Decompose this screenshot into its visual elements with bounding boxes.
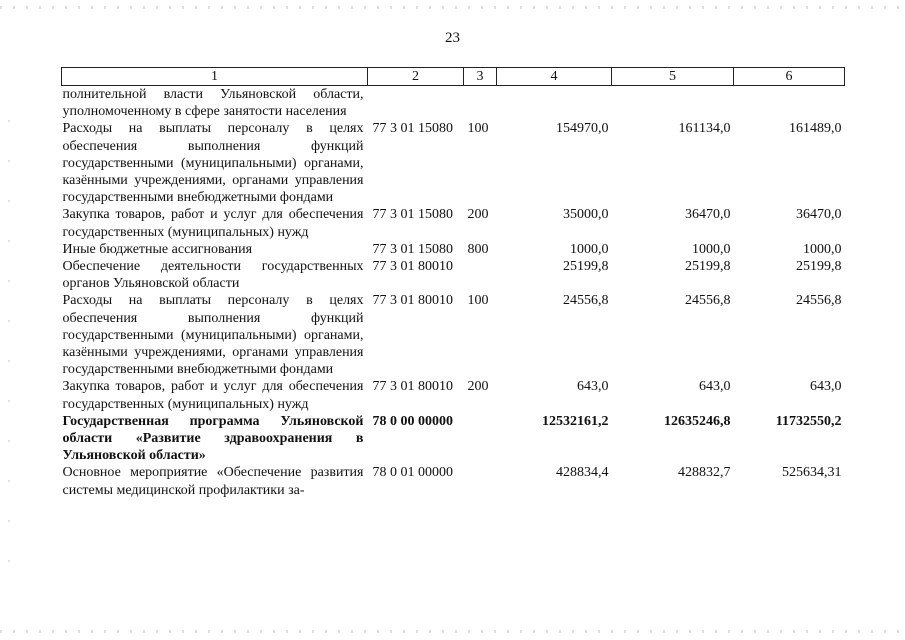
row-value-4: 35000,0 (563, 207, 609, 223)
row-name: Расходы на выплаты персоналу в целях обеспечения выполнения функций государственными (муниципальными) органами, казёнными учреждениями, органами управления государственными внебюджетными фондами (62, 121, 364, 206)
row-value-5: 24556,8 (685, 293, 731, 309)
row-value-4 (497, 86, 612, 121)
row-value-6: 36470,0 (796, 207, 842, 223)
row-name: Иные бюджетные ассигнования (62, 241, 253, 257)
row-expense-type (464, 413, 497, 465)
row-expense-type (464, 258, 497, 292)
table-row-program (62, 413, 845, 465)
table-row (62, 292, 845, 378)
row-value-4: 1000,0 (570, 241, 609, 257)
row-expense-type: 100 (467, 121, 489, 137)
header-cell-2: 2 (368, 68, 464, 86)
header-cell-6: 6 (734, 68, 845, 86)
table-row (62, 86, 845, 121)
row-code: 77 3 01 15080 (372, 241, 453, 257)
row-code: 77 3 01 15080 (372, 121, 453, 137)
header-cell-3: 3 (464, 68, 497, 86)
row-value-6: 525634,31 (782, 465, 842, 481)
row-value-4: 154970,0 (556, 121, 609, 137)
row-code: 78 0 01 00000 (372, 465, 453, 481)
row-value-6: 161489,0 (789, 121, 842, 137)
row-value-5: 428832,7 (678, 465, 731, 481)
scan-artifact-top (0, 6, 905, 9)
scan-artifact-left (8, 120, 10, 580)
row-value-5: 1000,0 (692, 241, 731, 257)
row-name: Расходы на выплаты персоналу в целях обеспечения выполнения функций государственными (муниципальными) органами, казёнными учреждениями, органами управления государственными внебюджетными фондами (62, 293, 364, 378)
row-name: Обеспечение деятельности государственных органов Ульяновской области (62, 259, 364, 292)
row-code: 77 3 01 80010 (372, 293, 453, 309)
header-cell-5: 5 (612, 68, 734, 86)
row-value-5 (612, 86, 734, 121)
header-cell-4: 4 (497, 68, 612, 86)
row-value-5: 36470,0 (685, 207, 731, 223)
row-value-4: 428834,4 (556, 465, 609, 481)
row-expense-type (464, 464, 497, 498)
scan-artifact-bottom (0, 630, 905, 633)
row-code (368, 86, 464, 121)
row-expense-type: 800 (467, 241, 489, 257)
row-value-6: 11732550,2 (775, 413, 842, 429)
header-cell-1: 1 (62, 68, 368, 86)
table-row (62, 378, 845, 412)
row-expense-type: 100 (467, 293, 489, 309)
row-value-4: 24556,8 (563, 293, 609, 309)
table-header-row (62, 68, 845, 86)
row-value-5: 12635246,8 (664, 413, 731, 429)
row-value-4: 25199,8 (563, 259, 609, 275)
row-name: Государственная программа Ульяновской области «Развитие здравоохранения в Ульяновской области» (62, 413, 364, 464)
table-row (62, 241, 845, 258)
table-row (62, 120, 845, 206)
row-value-4: 12532161,2 (542, 413, 609, 429)
row-code: 77 3 01 80010 (372, 379, 453, 395)
row-value-6 (734, 86, 845, 121)
row-code: 77 3 01 15080 (372, 207, 453, 223)
budget-table (61, 67, 845, 499)
row-value-5: 25199,8 (685, 259, 731, 275)
page-number: 23 (445, 30, 460, 46)
table-row (62, 258, 845, 292)
row-name: Закупка товаров, работ и услуг для обеспечения государственных (муниципальных) нужд (62, 207, 364, 240)
row-code: 78 0 00 00000 (372, 413, 453, 429)
row-expense-type: 200 (467, 379, 489, 395)
row-code: 77 3 01 80010 (372, 259, 453, 275)
row-name: Закупка товаров, работ и услуг для обеспечения государственных (муниципальных) нужд (62, 379, 364, 412)
row-value-6: 643,0 (810, 379, 842, 395)
row-expense-type (464, 86, 497, 121)
row-value-5: 643,0 (699, 379, 731, 395)
row-name: Основное мероприятие «Обеспечение развития системы медицинской профилактики за- (62, 465, 364, 498)
row-value-5: 161134,0 (678, 121, 731, 137)
table-row (62, 464, 845, 498)
row-value-6: 25199,8 (796, 259, 842, 275)
row-value-4: 643,0 (577, 379, 609, 395)
row-value-6: 1000,0 (803, 241, 842, 257)
row-expense-type: 200 (467, 207, 489, 223)
table-row (62, 206, 845, 240)
row-name: полнительной власти Ульяновской области, уполномоченному в сфере занятости населения (62, 87, 364, 120)
row-value-6: 24556,8 (796, 293, 842, 309)
